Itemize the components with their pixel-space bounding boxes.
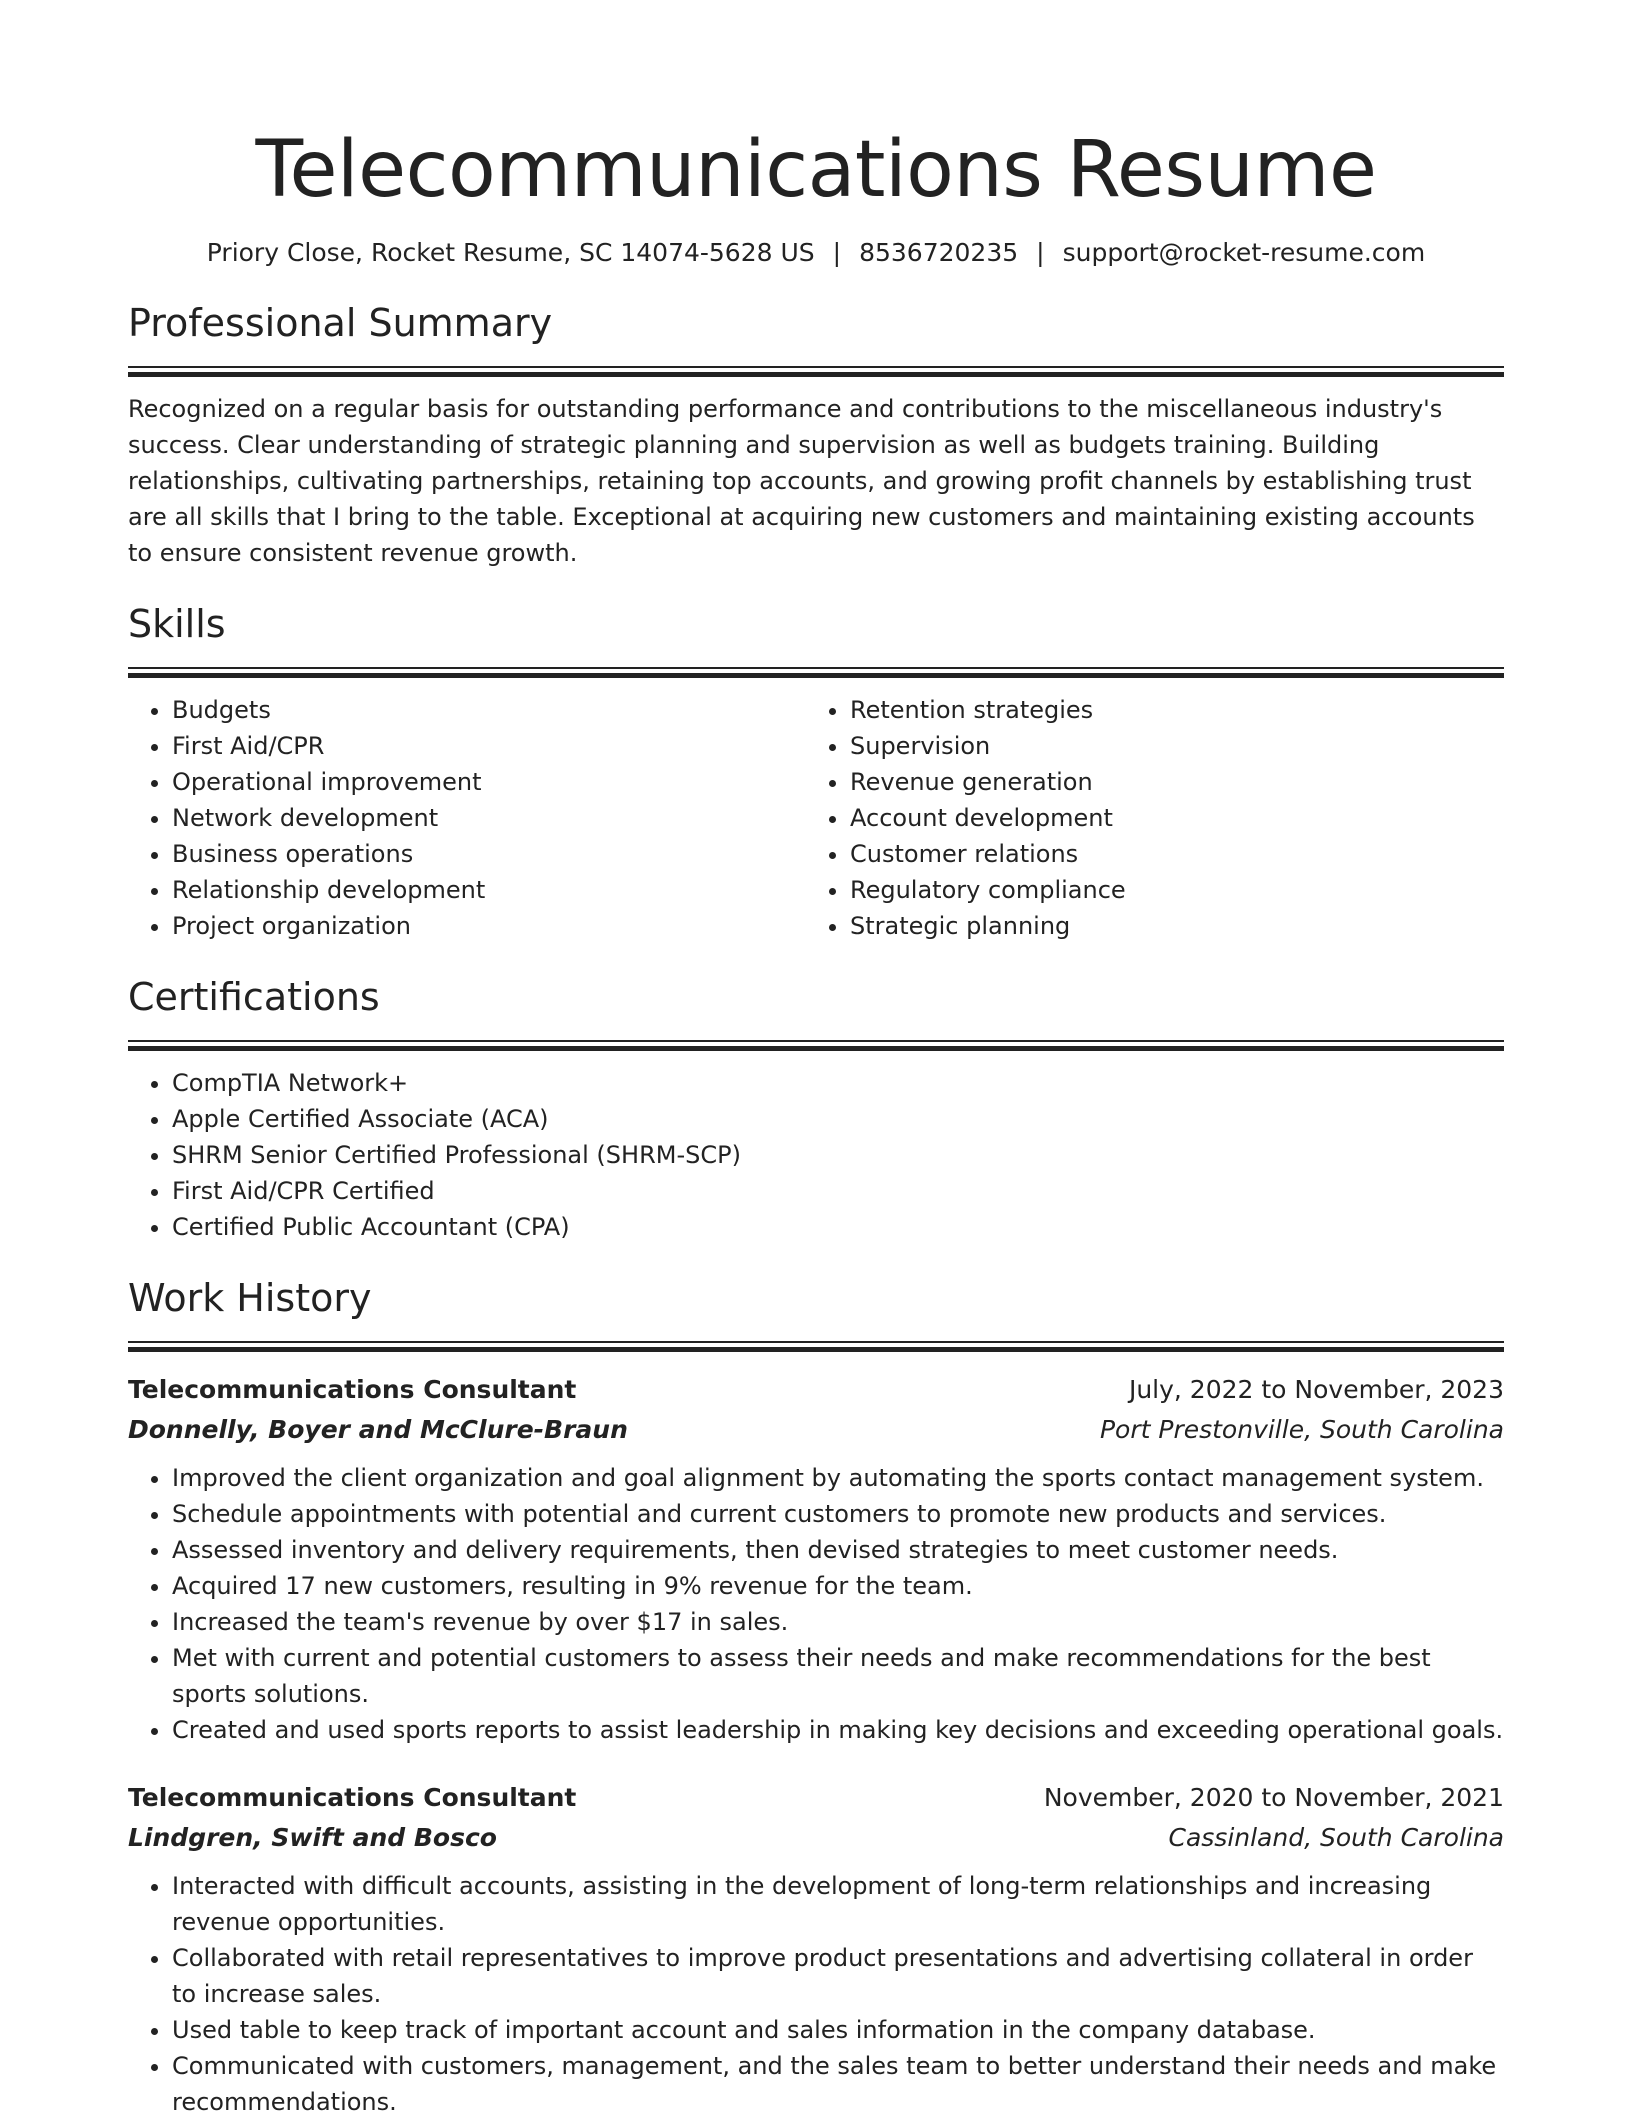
certification-item: • SHRM Senior Certified Professional (SHRM-SCP) — [172, 1137, 1504, 1173]
job-bullets — [128, 1460, 1504, 1748]
job-header-row — [128, 1778, 1504, 1818]
skill-item: • Retention strategies — [850, 692, 1484, 728]
job-company: Donnelly, Boyer and McClure-Braun — [128, 1415, 628, 1444]
job-bullet: • Assessed inventory and delivery requirements, then devised strategies to meet customer needs. — [172, 1532, 1504, 1568]
job-title: Telecommunications Consultant — [128, 1783, 577, 1812]
job-title: Telecommunications Consultant — [128, 1375, 577, 1404]
job-bullet: • Collaborated with retail representatives to improve product presentations and advertising collateral in order to increase sales. — [172, 1940, 1504, 2012]
job-bullet: • Used table to keep track of important account and sales information in the company database. — [172, 2012, 1504, 2048]
job-dates: November, 2020 to November, 2021 — [1043, 1783, 1504, 1812]
job-entry — [128, 1370, 1504, 1748]
skill-item: • Account development — [850, 800, 1484, 836]
job-bullets — [128, 1868, 1504, 2120]
certification-item: • Apple Certified Associate (ACA) — [172, 1101, 1504, 1137]
section-divider — [128, 667, 1504, 678]
resume-page — [128, 0, 1504, 2120]
section-divider — [128, 1040, 1504, 1051]
skill-item: • Network development — [172, 800, 806, 836]
job-bullet: • Acquired 17 new customers, resulting in 9% revenue for the team. — [172, 1568, 1504, 1604]
resume-name: Telecommunications Resume — [255, 125, 1377, 215]
skill-item: • Budgets — [172, 692, 806, 728]
job-bullet: • Schedule appointments with potential and current customers to promote new products and services. — [172, 1496, 1504, 1532]
job-bullet: • Increased the team's revenue by over $17 in sales. — [172, 1604, 1504, 1640]
work-history-section — [128, 1273, 1504, 2120]
section-divider — [128, 366, 1504, 377]
section-divider — [128, 1341, 1504, 1352]
job-bullet: • Communicated with customers, management, and the sales team to better understand their needs and make recommendations. — [172, 2048, 1504, 2120]
certifications-list — [128, 1065, 1504, 1245]
contact-phone: 8536720235 — [859, 238, 1019, 267]
job-dates: July, 2022 to November, 2023 — [1128, 1375, 1504, 1404]
job-location: Cassinland, South Carolina — [1168, 1823, 1504, 1852]
skill-item: • Revenue generation — [850, 764, 1484, 800]
certifications-section — [128, 972, 1504, 1245]
certification-item: • Certified Public Accountant (CPA) — [172, 1209, 1504, 1245]
summary-section — [128, 298, 1504, 571]
contact-address: Priory Close, Rocket Resume, SC 14074-5628 US — [206, 238, 815, 267]
section-title-certifications: Certifications — [128, 975, 380, 1019]
job-subheader-row — [128, 1818, 1504, 1858]
skills-list-right — [806, 692, 1484, 944]
job-subheader-row — [128, 1410, 1504, 1450]
contact-email: support@rocket-resume.com — [1062, 238, 1426, 267]
skills-section — [128, 599, 1504, 944]
skills-grid — [128, 678, 1504, 944]
job-location: Port Prestonville, South Carolina — [1099, 1415, 1504, 1444]
job-company: Lindgren, Swift and Bosco — [128, 1823, 497, 1852]
job-header-row — [128, 1370, 1504, 1410]
skill-item: • Project organization — [172, 908, 806, 944]
section-title-work-history: Work History — [128, 1276, 372, 1320]
skills-list-left — [128, 692, 806, 944]
skill-item: • Customer relations — [850, 836, 1484, 872]
contact-line — [128, 236, 1504, 270]
job-bullet: • Interacted with difficult accounts, assisting in the development of long-term relationships and increasing revenue opportunities. — [172, 1868, 1504, 1940]
contact-separator: | — [832, 238, 842, 267]
skill-item: • Regulatory compliance — [850, 872, 1484, 908]
section-title-skills: Skills — [128, 602, 226, 646]
skill-item: • Business operations — [172, 836, 806, 872]
job-bullet: • Met with current and potential customers to assess their needs and make recommendations for the best sports solutions. — [172, 1640, 1504, 1712]
skill-item: • Operational improvement — [172, 764, 806, 800]
skill-item: • Supervision — [850, 728, 1484, 764]
skill-item: • Relationship development — [172, 872, 806, 908]
section-title-summary: Professional Summary — [128, 301, 553, 345]
certification-item: • First Aid/CPR Certified — [172, 1173, 1504, 1209]
certification-item: • CompTIA Network+ — [172, 1065, 1504, 1101]
job-bullet: • Improved the client organization and goal alignment by automating the sports contact management system. — [172, 1460, 1504, 1496]
skill-item: • First Aid/CPR — [172, 728, 806, 764]
skill-item: • Strategic planning — [850, 908, 1484, 944]
summary-text: Recognized on a regular basis for outstanding performance and contributions to the miscellaneous industry's success. Clear understanding of strategic planning and supervision as well as budgets training. Building relationships, cultivating partnerships, retaining top accounts, and growing profit channels by establishing trust are all skills that I bring to the table. Exceptional at acquiring new customers and maintaining existing accounts to ensure consistent revenue growth. — [128, 395, 1475, 567]
job-entry — [128, 1778, 1504, 2120]
contact-separator: | — [1036, 238, 1045, 267]
job-bullet: • Created and used sports reports to assist leadership in making key decisions and exceeding operational goals. — [172, 1712, 1504, 1748]
